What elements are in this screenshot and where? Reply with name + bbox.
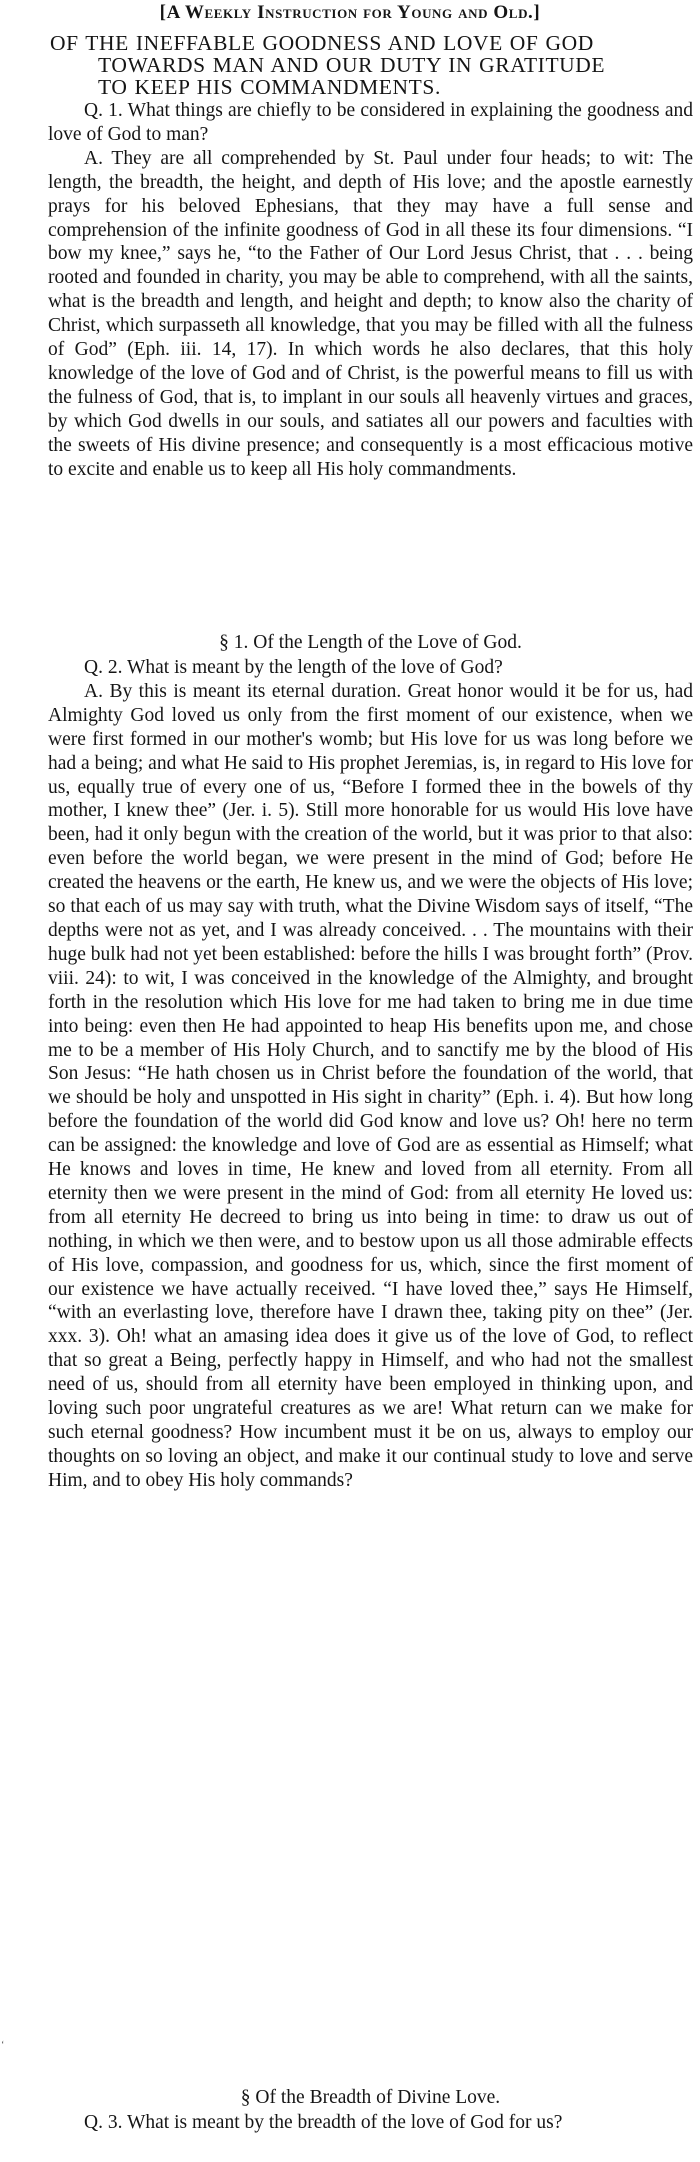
title-line: TO KEEP HIS COMMANDMENTS.	[98, 75, 441, 99]
title-line: OF THE INEFFABLE GOODNESS AND LOVE OF GOD	[50, 31, 594, 55]
answer-2: A. By this is meant its eternal duration. Great honor would it be for us, had Almighty God loved us only from the first moment of our existence, when we were first formed in our mother's womb; but His love for us was long before we had a being; and what He said to His prophet Jeremias, is, in regard to His love for us, equally true of every one of us, “Before I formed thee in the bowels of thy mother, I knew thee” (Jer. i. 5). Still more honorable for us would His love have been, had it only begun with the creation of the world, but it was prior to that also: even before the world began, we were present in the mind of God; before He created the heavens or the earth, He knew us, and we were the objects of His love; so that each of us may say with truth, what the Divine Wisdom says of itself, “The depths were not as yet, and I was already conceived. . . The mountains with their huge bulk had not yet been established: before the hills I was brought forth” (Prov. viii. 24): to wit, I was conceived in the knowledge of the Almighty, and brought forth in the resolution which His love for me had taken to bring me in due time into being: even then He had appointed to heap His benefits upon me, and chose me to be a member of His Holy Church, and to sanctify me by the blood of His Son Jesus: “He hath chosen us in Christ before the foundation of the world, that we should be holy and unspotted in His sight in charity” (Eph. i. 4). But how long before the foundation of the world did God know and love us? Oh! here no term can be assigned: the knowledge and love of God are as essential as Himself; what He knows and loves in time, He knew and loved from all eternity. From all eternity then we were present in the mind of God: from all eternity He loved us: from all eternity He decreed to bring us into being in time: to draw us out of nothing, in which we then were, and to bestow upon us all those admirable effects of His love, compassion, and goodness for us, which, since the first moment of our existence we have actually received. “I have loved thee,” says He Himself, “with an everlasting love, therefore have I drawn thee, taking pity on thee” (Jer. xxx. 3). Oh! what an amasing idea does it give us of the love of God, to reflect that so great a Being, perfectly happy in Himself, and who had not the smallest need of us, should from all eternity have been employed in thinking upon, and loving such poor ungrateful creatures as we are! What return can we make for such eternal goodness? How incumbent must it be on us, always to employ our thoughts on so loving an object, and make it our continual study to love and serve Him, and to obey His holy commands?	[48, 680, 693, 1491]
section-heading-length: § 1. Of the Length of the Love of God.	[219, 632, 522, 653]
question-3: Q. 3. What is meant by the breadth of the love of God for us?	[84, 2112, 563, 2133]
article-title	[50, 32, 690, 98]
series-header: [A Weekly Instruction for Young and Old.]	[159, 2, 541, 23]
breadth-section-text	[48, 2111, 693, 2135]
title-line: TOWARDS MAN AND OUR DUTY IN GRATITUDE	[98, 53, 606, 77]
margin-mark: ‘	[1, 2040, 5, 2051]
intro-text	[48, 99, 693, 482]
question-1: Q. 1. What things are chiefly to be considered in explaining the goodness and love of God to man?	[48, 100, 693, 145]
length-section-text	[48, 656, 693, 1493]
section-heading-breadth: § Of the Breadth of Divine Love.	[240, 2087, 501, 2108]
answer-1: A. They are all comprehended by St. Paul under four heads; to wit: The length, the breadth, the height, and depth of His love; and the apostle earnestly prays for his beloved Ephesians, that they may have a full sense and comprehension of the infinite goodness of God in all these its four dimensions. “I bow my knee,” says he, “to the Father of Our Lord Jesus Christ, that . . . being rooted and founded in charity, you may be able to comprehend, with all the saints, what is the breadth and length, and height and depth; to know also the charity of Christ, which surpasseth all knowledge, that you may be filled with all the fulness of God” (Eph. iii. 14, 17). In which words he also declares, that this holy knowledge of the love of God and of Christ, is the powerful means to fill us with the fulness of God, that is, to implant in our souls all heavenly virtues and graces, by which God dwells in our souls, and satiates all our powers and faculties with the sweets of His divine presence; and consequently is a most efficacious motive to excite and enable us to keep all His holy commandments.	[48, 147, 693, 480]
question-2: Q. 2. What is meant by the length of the love of God?	[84, 657, 503, 678]
